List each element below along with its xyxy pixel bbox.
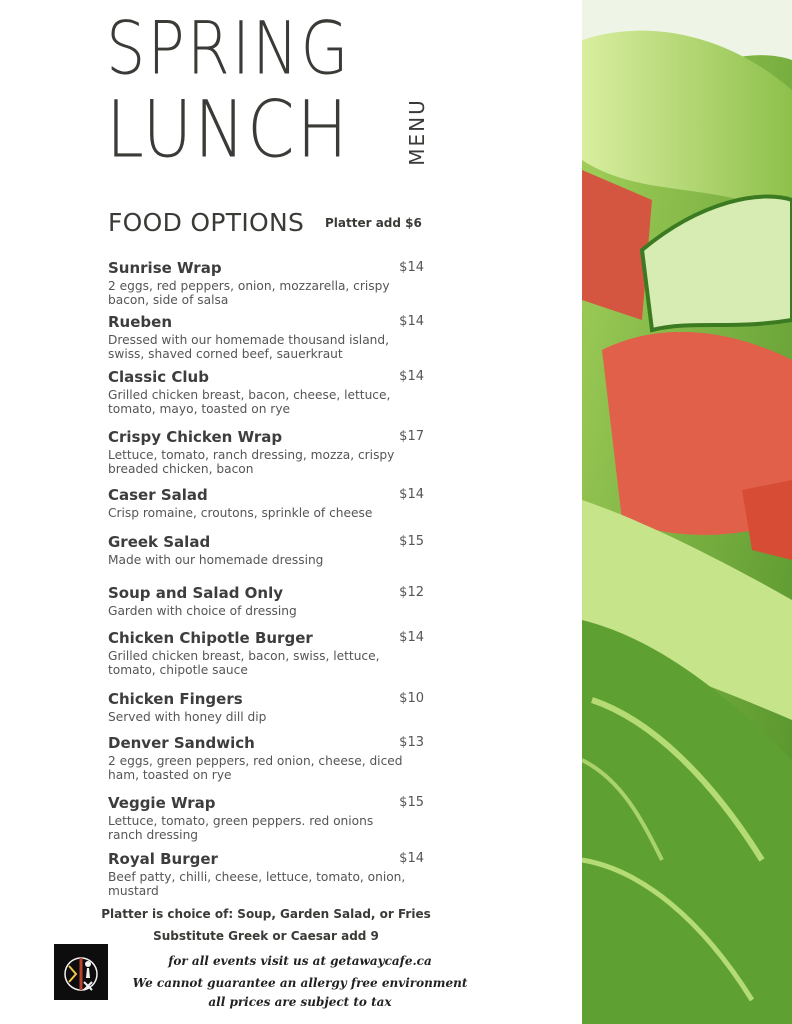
item-name: Sunrise Wrap [108, 259, 222, 277]
item-name: Soup and Salad Only [108, 584, 284, 602]
menu-item [108, 259, 428, 307]
item-price: $14 [399, 369, 424, 384]
item-price: $14 [399, 314, 424, 329]
menu-item [108, 486, 428, 520]
item-description: Garden with choice of dressing [108, 604, 297, 618]
item-name: Greek Salad [108, 533, 211, 551]
menu-item [108, 690, 428, 724]
platter-choice-note: Platter is choice of: Soup, Garden Salad, or Fries [101, 907, 431, 921]
item-description: Beef patty, chilli, cheese, lettuce, tomato, onion, mustard [108, 870, 406, 898]
item-name: Denver Sandwich [108, 734, 255, 752]
substitute-note: Substitute Greek or Caesar add 9 [153, 929, 379, 943]
item-description: Grilled chicken breast, bacon, cheese, lettuce, tomato, mayo, toasted on rye [108, 388, 391, 416]
item-description: Dressed with our homemade thousand island, swiss, shaved corned beef, sauerkraut [108, 333, 389, 361]
platter-note: Platter add $6 [325, 216, 422, 230]
item-price: $12 [399, 585, 424, 600]
title-line-2: LUNCH [106, 85, 350, 176]
item-description: 2 eggs, red peppers, onion, mozzarella, crispy bacon, side of salsa [108, 279, 390, 307]
item-name: Chicken Chipotle Burger [108, 629, 313, 647]
menu-item [108, 313, 428, 361]
item-name: Veggie Wrap [108, 794, 216, 812]
item-price: $17 [399, 429, 424, 444]
section-heading: FOOD OPTIONS [108, 208, 305, 237]
item-description: 2 eggs, green peppers, red onion, cheese, diced ham, toasted on rye [108, 754, 403, 782]
title-line-1: SPRING [106, 4, 351, 92]
item-description: Grilled chicken breast, bacon, swiss, lettuce, tomato, chipotle sauce [108, 649, 380, 677]
item-price: $15 [399, 534, 424, 549]
item-name: Crispy Chicken Wrap [108, 428, 283, 446]
salad-photo [582, 0, 792, 1024]
item-price: $10 [399, 691, 424, 706]
item-name: Caser Salad [108, 486, 208, 504]
tax-note: all prices are subject to tax [208, 995, 392, 1009]
item-description: Lettuce, tomato, green peppers. red onions ranch dressing [108, 814, 374, 842]
item-price: $14 [399, 260, 424, 275]
item-name: Classic Club [108, 368, 209, 386]
item-name: Rueben [108, 313, 172, 331]
menu-item [108, 368, 428, 416]
menu-item [108, 629, 428, 677]
menu-item [108, 428, 428, 476]
item-description: Lettuce, tomato, ranch dressing, mozza, crispy breaded chicken, bacon [108, 448, 395, 476]
item-description: Served with honey dill dip [108, 710, 267, 724]
item-description: Made with our homemade dressing [108, 553, 324, 567]
item-name: Royal Burger [108, 850, 218, 868]
menu-item [108, 850, 428, 898]
item-description: Crisp romaine, croutons, sprinkle of cheese [108, 506, 373, 520]
menu-item [108, 734, 428, 782]
menu-item [108, 533, 428, 567]
item-price: $14 [399, 851, 424, 866]
allergy-note: We cannot guarantee an allergy free environment [132, 976, 468, 990]
cafe-logo-icon [54, 944, 108, 1000]
menu-item [108, 584, 428, 618]
item-name: Chicken Fingers [108, 690, 243, 708]
item-price: $14 [399, 630, 424, 645]
website-note: for all events visit us at getawaycafe.ca [168, 954, 432, 968]
item-price: $14 [399, 487, 424, 502]
item-price: $15 [399, 795, 424, 810]
item-price: $13 [399, 735, 424, 750]
menu-item [108, 794, 428, 842]
menu-vertical-label: MENU [405, 98, 429, 166]
